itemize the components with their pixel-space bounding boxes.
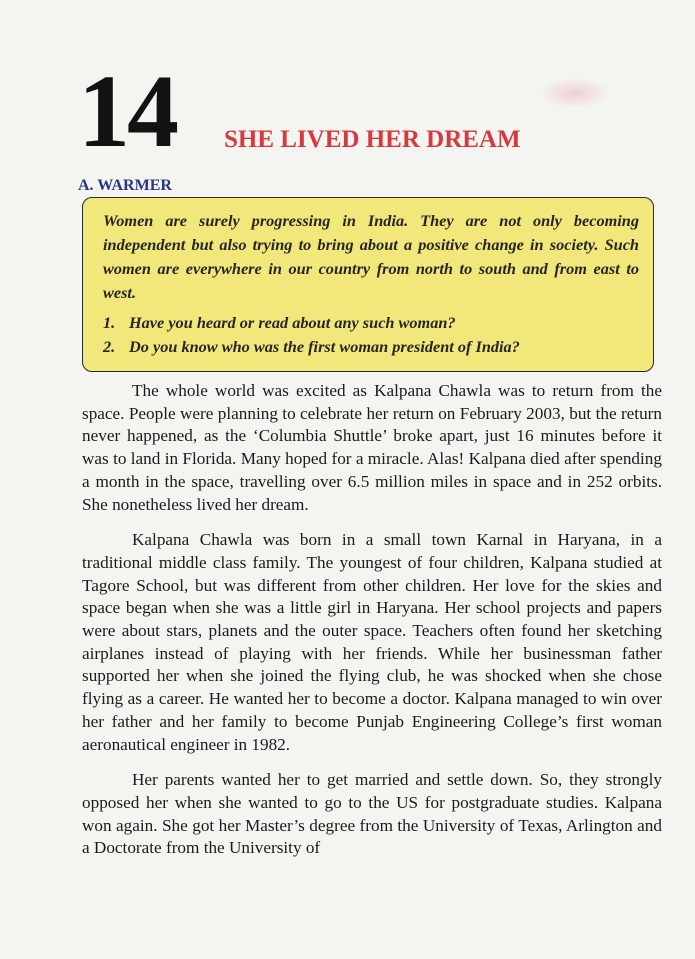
chapter-body <box>82 380 662 860</box>
chapter-number: 14 <box>78 54 176 169</box>
warmer-box <box>82 197 654 372</box>
body-paragraph: Kalpana Chawla was born in a small town Karnal in Haryana, in a traditional middle class family. The youngest of four children, Kalpana studied at Tagore School, but was different from other children. Her love for the skies and space began when she was a little girl in Haryana. Her school projects and papers were about stars, planets and the outer space. Teachers often found her sketching airplanes instead of playing with her friends. While her businessman father supported her when she joined the flying club, he was shocked when she chose flying as a career. He wanted her to become a doctor. Kalpana managed to win over her father and her family to become Punjab Engineering College’s first woman aeronautical engineer in 1982. <box>82 530 662 754</box>
warmer-intro: Women are surely progressing in India. They are not only becoming independent but also trying to bring about a positive change in society. Such women are everywhere in our country from north to south and from east to west. <box>103 211 639 302</box>
question-text: Do you know who was the first woman president of India? <box>129 337 520 356</box>
body-paragraph: The whole world was excited as Kalpana Chawla was to return from the space. People were planning to celebrate her return on February 2003, but the return never happened, as the ‘Columbia Shuttle’ broke apart, just 16 minutes before it was to land in Florida. Many hoped for a miracle. Alas! Kalpana died after spending a month in the space, travelling over 6.5 million miles in space and in 252 orbits. She nonetheless lived her dream. <box>82 381 662 514</box>
warmer-question <box>103 311 639 335</box>
warmer-question <box>103 335 639 359</box>
question-number: 1. <box>103 313 116 332</box>
body-paragraph: Her parents wanted her to get married and settle down. So, they strongly opposed her when she wanted to go to the US for postgraduate studies. Kalpana won again. She got her Master’s degree from the University of Texas, Arlington and a Doctorate from the University of <box>82 770 662 858</box>
section-label: A. WARMER <box>78 177 172 194</box>
chapter-title: SHE LIVED HER DREAM <box>224 126 521 153</box>
page-stain <box>540 78 610 108</box>
question-text: Have you heard or read about any such woman? <box>129 313 456 332</box>
question-number: 2. <box>103 337 116 356</box>
